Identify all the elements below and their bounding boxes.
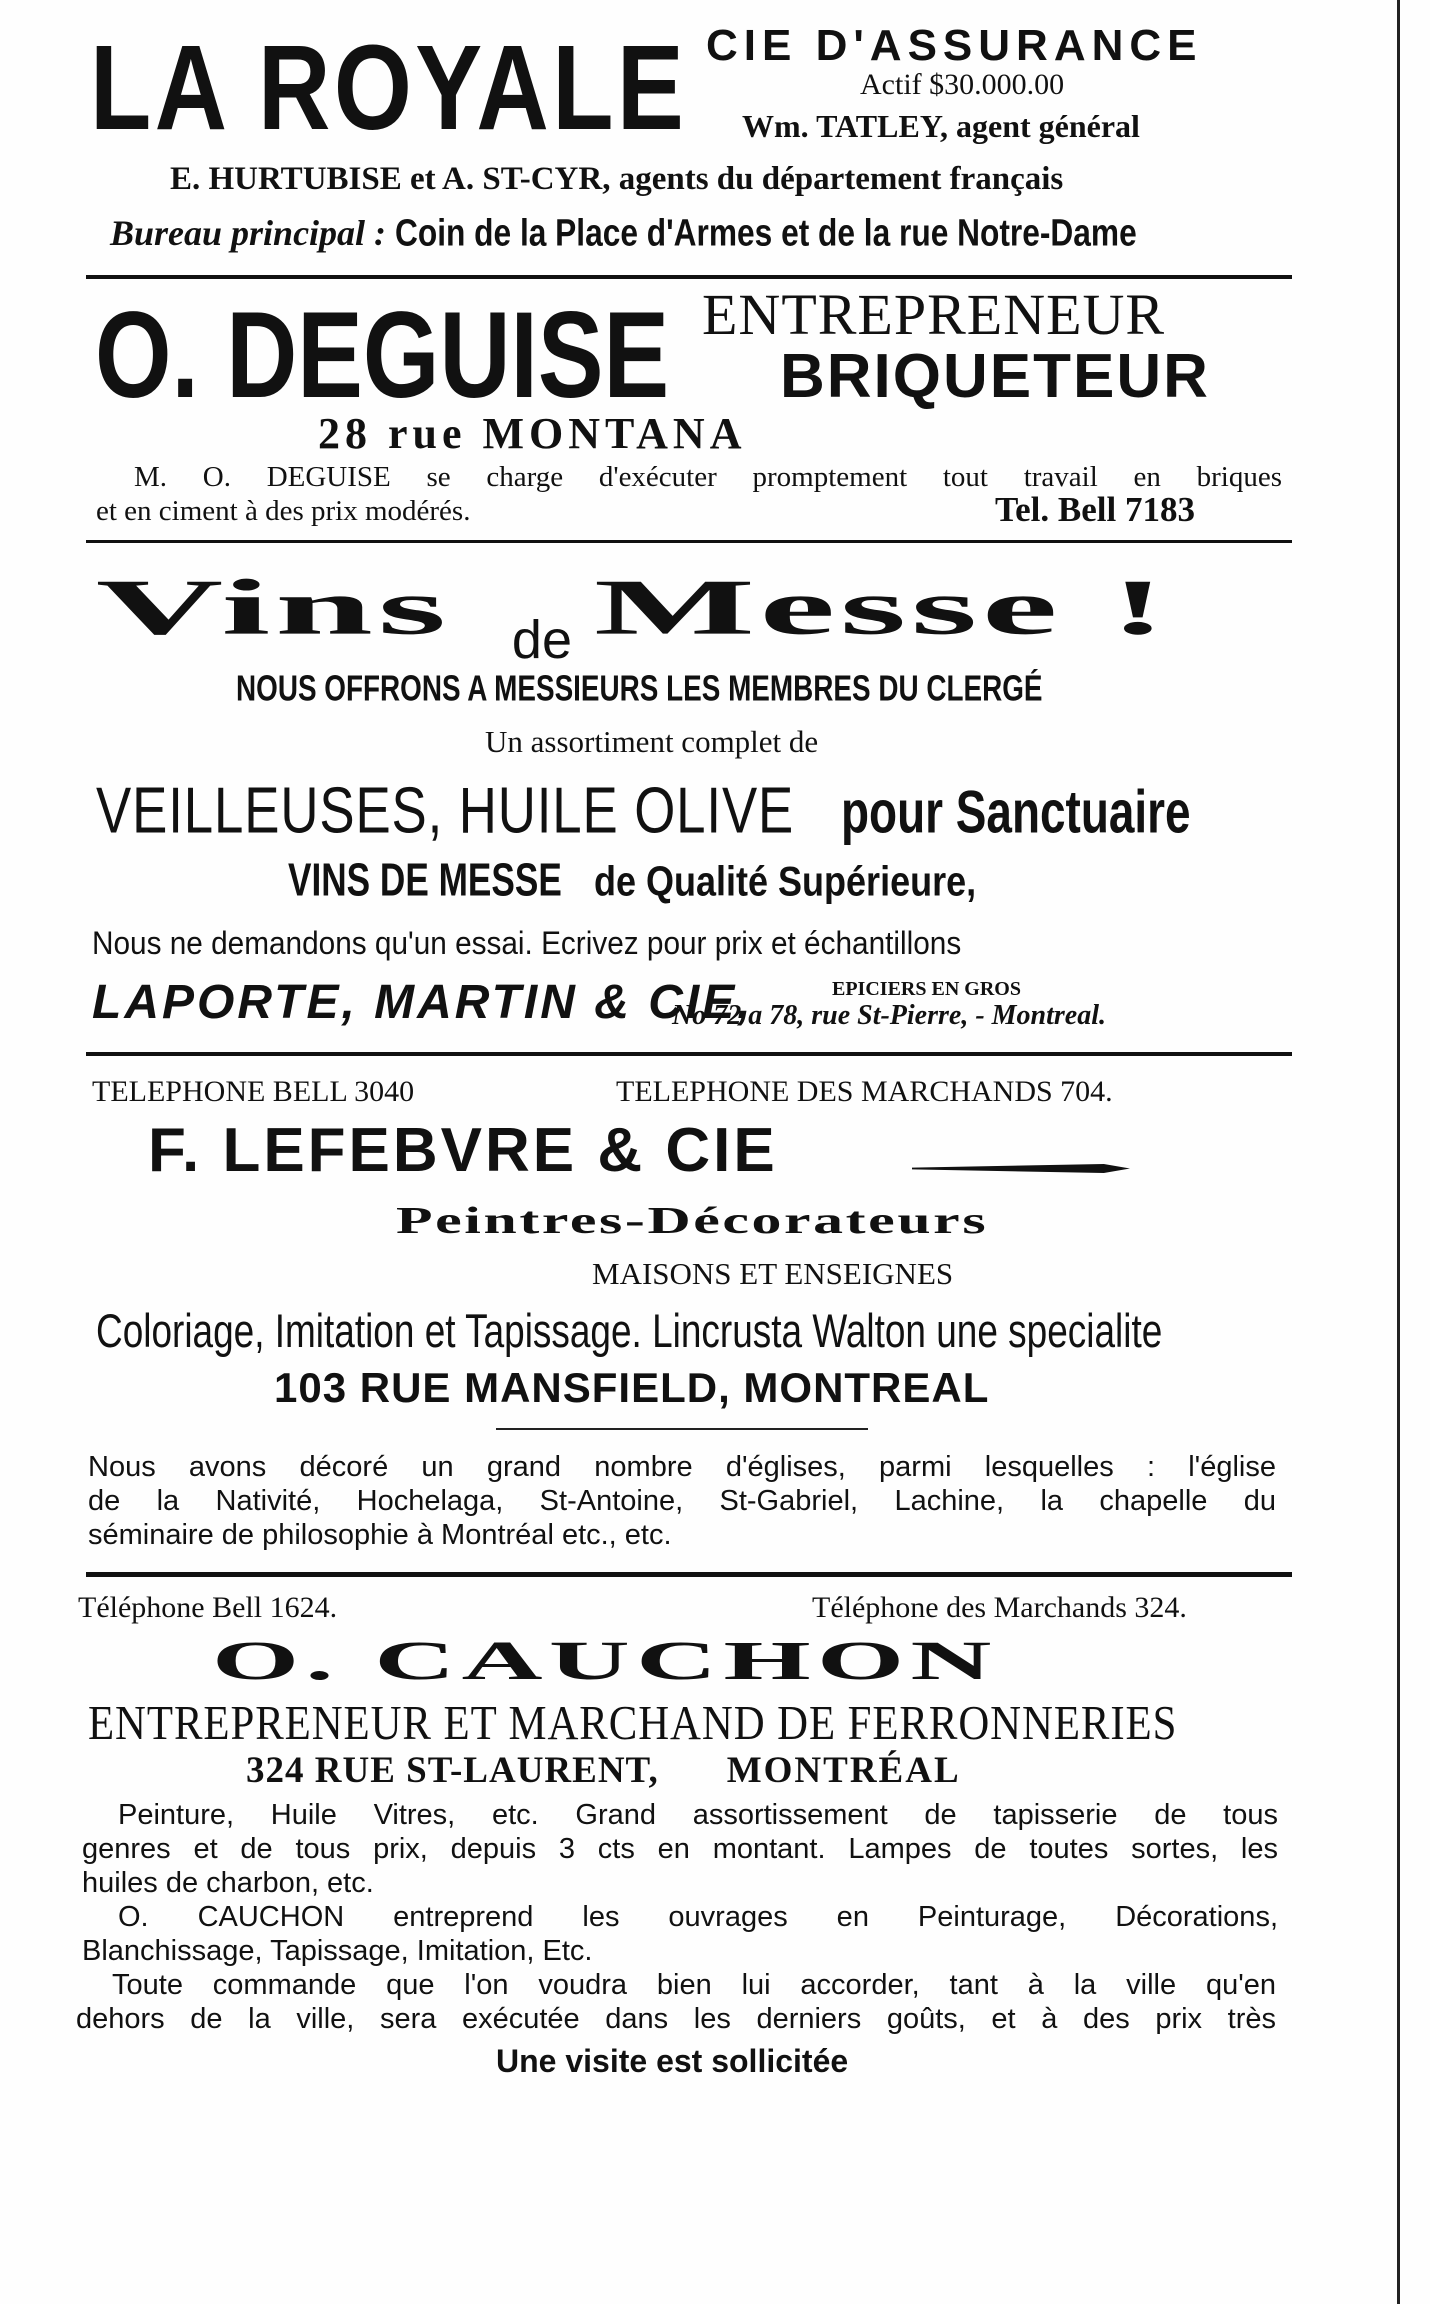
products-main: VEILLEUSES, HUILE OLIVE xyxy=(96,774,795,847)
cauchon-paragraph-line: dehors de la ville, sera exécutée dans les derniers goûts, et à des prix très xyxy=(76,2003,1276,2035)
laporte-address: No 72 a 78, rue St-Pierre, - Montreal. xyxy=(672,1000,1106,1031)
visit-solicited: Une visite est sollicitée xyxy=(496,2043,849,2079)
wholesale-grocers: EPICIERS EN GROS xyxy=(832,978,1021,1000)
lefebvre-short-rule xyxy=(496,1428,868,1430)
lefebvre-tel-marchands: TELEPHONE DES MARCHANDS 704. xyxy=(616,1075,1113,1108)
divider-2 xyxy=(86,540,1292,543)
laporte-martin-firm: LAPORTE, MARTIN & CIE, xyxy=(92,976,754,1029)
quality-superior: de Qualité Supérieure, xyxy=(594,858,977,906)
head-office xyxy=(110,212,1238,254)
head-office-label: Bureau principal : xyxy=(110,213,387,253)
insurance-company: CIE D'ASSURANCE xyxy=(706,21,1203,70)
insurance-assets: Actif $30.000.00 xyxy=(860,68,1065,101)
lefebvre-tel-bell: TELEPHONE BELL 3040 xyxy=(92,1075,415,1108)
deguise-title-2: BRIQUETEUR xyxy=(780,342,1210,411)
cauchon-tel-marchands: Téléphone des Marchands 324. xyxy=(812,1591,1187,1624)
deguise-line-1: M. O. DEGUISE se charge d'exécuter promptement tout travail en briques xyxy=(134,461,1282,493)
lefebvre-services: Coloriage, Imitation et Tapissage. Lincrusta Walton une specialite xyxy=(96,1305,1163,1358)
divider-1 xyxy=(86,275,1292,279)
page-edge xyxy=(1397,0,1400,2304)
lefebvre-name-flourish xyxy=(912,1164,1130,1173)
cauchon-address xyxy=(246,1750,961,1799)
deguise-line-2: et en ciment à des prix modérés. xyxy=(96,495,471,527)
cauchon-paragraph-2 xyxy=(82,1900,1278,1968)
vins-title-word: Vins xyxy=(96,563,452,651)
clergy-offer: NOUS OFFRONS A MESSIEURS LES MEMBRES DU CLERGÉ xyxy=(236,669,1043,709)
painters-decorators: Peintres-Décorateurs xyxy=(396,1199,989,1241)
cauchon-paragraph-line: Toute commande que l'on voudra bien lui accorder, tant à la ville qu'en xyxy=(112,1969,1276,2001)
cauchon-paragraph-line: O. CAUCHON entreprend les ouvrages en Peinturage, Décorations, xyxy=(118,1901,1278,1933)
cauchon-paragraph-1 xyxy=(82,1798,1278,1900)
lefebvre-address: 103 RUE MANSFIELD, MONTREAL xyxy=(274,1364,990,1411)
deguise-title-1: ENTREPRENEUR xyxy=(702,282,1166,347)
cauchon-paragraph-3 xyxy=(76,1968,1276,2036)
messe-title-word: Messe ! xyxy=(593,563,1171,651)
cauchon-paragraph-line: Peinture, Huile Vitres, etc. Grand assortissement de tapisserie de tous xyxy=(118,1799,1278,1831)
lefebvre-name: F. LEFEBVRE & CIE xyxy=(148,1116,778,1185)
cauchon-street: 324 RUE ST-LAURENT, xyxy=(246,1750,659,1791)
cauchon-paragraph-line: Blanchissage, Tapissage, Imitation, Etc. xyxy=(82,1935,593,1967)
cauchon-paragraph-line: huiles de charbon, etc. xyxy=(82,1867,374,1899)
quality-wines: VINS DE MESSE xyxy=(288,854,562,907)
la-royale-name: LA ROYALE xyxy=(90,20,688,156)
products-line xyxy=(96,776,1268,862)
quality-line xyxy=(288,856,1019,916)
cauchon-trade: ENTREPRENEUR ET MARCHAND DE FERRONNERIES xyxy=(88,1696,1178,1750)
divider-4 xyxy=(86,1572,1292,1577)
deguise-telephone: Tel. Bell 7183 xyxy=(995,490,1195,529)
sample-request: Nous ne demandons qu'un essai. Ecrivez pour prix et échantillons xyxy=(92,925,962,961)
vins-title-de: de xyxy=(511,610,572,671)
deguise-name: O. DEGUISE xyxy=(95,286,670,424)
cauchon-tel-bell: Téléphone Bell 1624. xyxy=(78,1591,338,1624)
products-sanctuary: pour Sanctuaire xyxy=(841,777,1191,846)
french-agents: E. HURTUBISE et A. ST-CYR, agents du département français xyxy=(170,161,1064,197)
cauchon-name: O. CAUCHON xyxy=(212,1631,998,1692)
general-agent: Wm. TATLEY, agent général xyxy=(742,108,1140,144)
lefebvre-paragraph-line: Nous avons décoré un grand nombre d'églises, parmi lesquelles : l'église xyxy=(88,1451,1276,1483)
houses-and-signs: MAISONS ET ENSEIGNES xyxy=(592,1256,954,1291)
divider-3 xyxy=(86,1052,1292,1056)
head-office-address: Coin de la Place d'Armes et de la rue Notre-Dame xyxy=(395,210,1137,254)
cauchon-city: MONTRÉAL xyxy=(726,1750,961,1791)
assortment-line: Un assortiment complet de xyxy=(485,724,819,759)
deguise-address: 28 rue MONTANA xyxy=(318,409,747,458)
cauchon-paragraph-line: genres et de tous prix, depuis 3 cts en montant. Lampes de toutes sortes, les xyxy=(82,1833,1278,1865)
lefebvre-paragraph xyxy=(88,1450,1276,1552)
lefebvre-paragraph-line: de la Nativité, Hochelaga, St-Antoine, St-Gabriel, Lachine, la chapelle du xyxy=(88,1485,1276,1517)
lefebvre-paragraph-line: séminaire de philosophie à Montréal etc., etc. xyxy=(88,1519,672,1551)
